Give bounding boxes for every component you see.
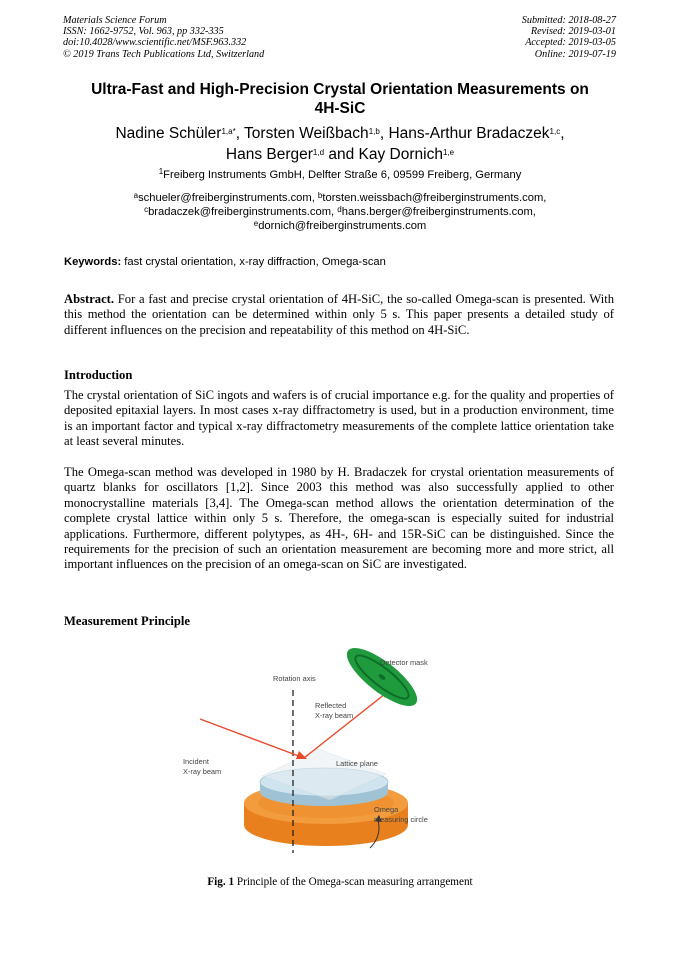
label-reflected-1: Reflected bbox=[315, 701, 347, 710]
author-name: Nadine Schüler bbox=[115, 125, 222, 142]
label-reflected-2: X-ray beam bbox=[315, 711, 354, 720]
author-sup: 1,e bbox=[442, 147, 455, 157]
intro-paragraph-2: The Omega-scan method was developed in 1980 by H. Bradaczek for crystal orientation measurements of quartz blanks for oscillators [1,2]. Since 2003 this method was also successfully applied to other monocrystalline materials [3,4]. The Omega-scan method allows the orientation determination of the complete crystal lattice within only 5 s. Therefore, the omega-scan is especially suited for industrial applications. Furthermore, different polytypes, as 4H-, 6H- and 15R-SiC can be distinguished. Since the requirements for the precision of such an orientation measurement are becoming more and more strict, all important influences on the precision of an omega-scan on SiC are investigated. bbox=[64, 465, 614, 572]
email-sup: e bbox=[253, 219, 259, 228]
author-name: Torsten Weißbach bbox=[244, 125, 369, 142]
journal-header-right bbox=[522, 15, 616, 60]
intro-paragraph-1: The crystal orientation of SiC ingots and wafers is of crucial importance e.g. for the quality and properties of deposited epitaxial layers. In most cases x-ray diffractometry is used, but in a production environment, time is an important factor and typical x-ray diffractometry measurements of the complete lattice orientation take at least several minutes. bbox=[64, 388, 614, 449]
email: schueler@freiberginstruments.com, bbox=[138, 192, 318, 204]
title-line-2: 4H-SiC bbox=[314, 100, 366, 117]
email-sup: b bbox=[317, 191, 323, 200]
author-sup: 1,a* bbox=[221, 127, 236, 136]
email-list bbox=[62, 191, 618, 233]
abstract bbox=[64, 292, 614, 338]
keywords-label: Keywords: bbox=[64, 256, 122, 268]
email-sup: d bbox=[337, 205, 342, 214]
label-incident-1: Incident bbox=[183, 757, 209, 766]
email-line-2 bbox=[62, 205, 618, 219]
label-detector-mask: Detector mask bbox=[380, 658, 428, 667]
keywords-text: fast crystal orientation, x-ray diffraction, Omega-scan bbox=[121, 256, 386, 268]
title-line-1: Ultra-Fast and High-Precision Crystal Orientation Measurements on bbox=[91, 81, 589, 98]
omega-scan-figure bbox=[170, 648, 480, 868]
revised-date: Revised: 2019-03-01 bbox=[530, 26, 616, 38]
author-sep: and bbox=[324, 145, 359, 163]
figure-caption bbox=[62, 876, 618, 888]
email: hans.berger@freiberginstruments.com, bbox=[341, 206, 536, 218]
label-omega-2: measuring circle bbox=[374, 815, 428, 824]
authors-line-2 bbox=[62, 145, 618, 166]
affiliation bbox=[62, 169, 618, 181]
doi: doi:10.4028/www.scientific.net/MSF.963.332 bbox=[63, 37, 247, 49]
affiliation-sup: 1 bbox=[158, 167, 164, 176]
abstract-text: For a fast and precise crystal orientation of 4H-SiC, the so-called Omega-scan is presented. With this method the orientation can be determined within only 5 s. This paper presents a detailed study of different influences on the precision and repeatability of this method on 4H-SiC. bbox=[64, 292, 614, 337]
figure-caption-label: Fig. 1 bbox=[207, 876, 235, 888]
email: dornich@freiberginstruments.com bbox=[258, 220, 427, 232]
author-name: Kay Dornich bbox=[358, 145, 443, 163]
label-incident-2: X-ray beam bbox=[183, 767, 222, 776]
author-sep: , bbox=[235, 125, 245, 142]
accepted-date: Accepted: 2019-03-05 bbox=[525, 37, 616, 49]
authors-line-1 bbox=[62, 124, 618, 145]
author-sep: , bbox=[560, 125, 565, 142]
keywords bbox=[64, 256, 386, 268]
author-list bbox=[62, 124, 618, 165]
label-rotation-axis: Rotation axis bbox=[273, 674, 316, 683]
email-line-1 bbox=[62, 191, 618, 205]
submitted-date: Submitted: 2018-08-27 bbox=[521, 15, 616, 26]
author-sup: 1,c bbox=[549, 127, 561, 136]
author-sup: 1,d bbox=[312, 147, 325, 157]
paper-title bbox=[62, 80, 618, 118]
issn: ISSN: 1662-9752, Vol. 963, pp 332-335 bbox=[63, 26, 224, 38]
online-date: Online: 2019-07-19 bbox=[534, 48, 616, 60]
journal-header-left bbox=[63, 15, 264, 60]
email-line-3 bbox=[62, 219, 618, 233]
incident-beam bbox=[200, 719, 304, 758]
email: bradaczek@freiberginstruments.com, bbox=[148, 206, 338, 218]
journal-name: Materials Science Forum bbox=[63, 15, 167, 26]
author-sep: , bbox=[379, 125, 389, 142]
email-sup: a bbox=[133, 191, 139, 200]
label-lattice-plane: Lattice plane bbox=[336, 759, 378, 768]
email-sup: c bbox=[144, 205, 149, 214]
label-omega-1: Omega bbox=[374, 805, 399, 814]
abstract-label: Abstract. bbox=[64, 292, 115, 306]
figure-caption-text: Principle of the Omega-scan measuring arrangement bbox=[234, 876, 473, 888]
omega-scan-diagram bbox=[170, 648, 480, 868]
email: torsten.weissbach@freiberginstruments.com, bbox=[322, 192, 547, 204]
author-sup: 1,b bbox=[368, 127, 380, 136]
measurement-principle-heading: Measurement Principle bbox=[64, 614, 191, 628]
copyright: © 2019 Trans Tech Publications Ltd, Switzerland bbox=[63, 48, 265, 60]
author-name: Hans Berger bbox=[225, 145, 313, 163]
introduction-heading: Introduction bbox=[64, 368, 133, 382]
author-name: Hans-Arthur Bradaczek bbox=[388, 125, 550, 142]
affiliation-text: Freiberg Instruments GmbH, Delfter Straße 6, 09599 Freiberg, Germany bbox=[163, 169, 522, 181]
